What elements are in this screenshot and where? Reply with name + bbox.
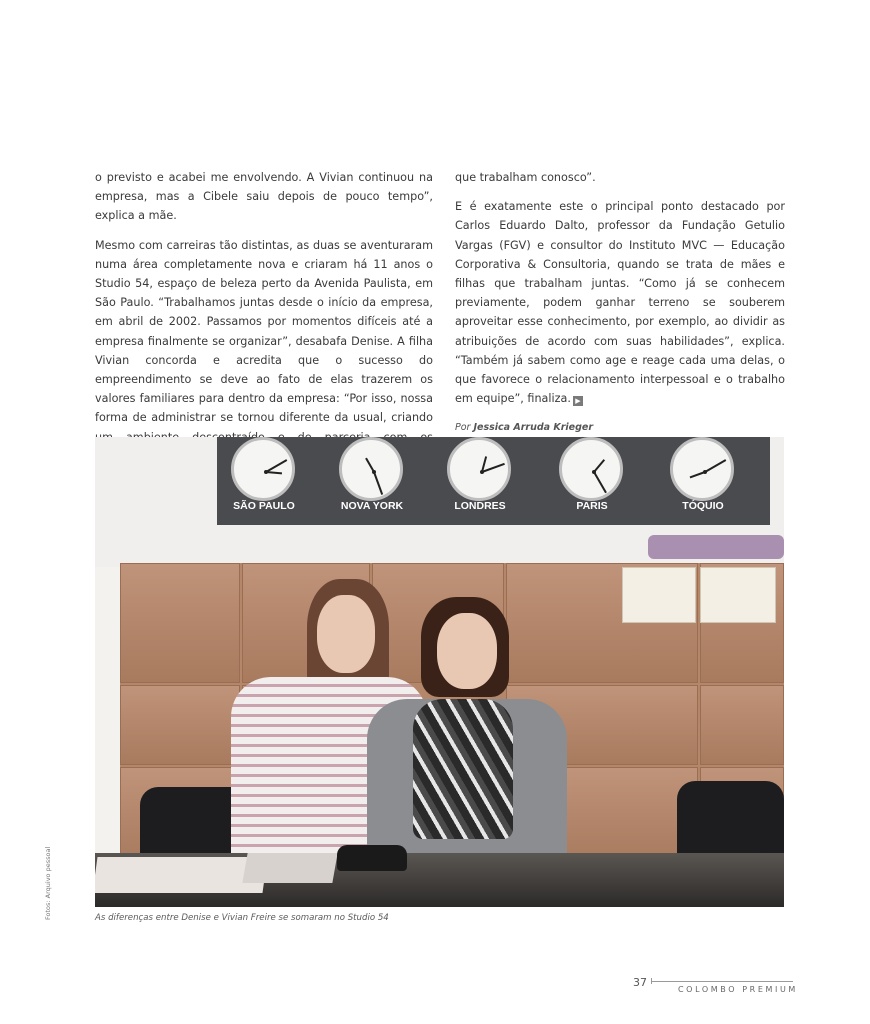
clock-icon [559,437,623,501]
purple-bag [648,535,784,559]
end-of-article-icon: ▶ [573,396,583,406]
page-number: 37 [633,976,647,989]
article-paragraph-text: E é exatamente este o principal ponto destacado por Carlos Eduardo Dalto, professor da Fundação Getulio Vargas (FGV) e consultor do Instituto MVC — Educação Corporativa & Consultoria, quando se trata de mães e filhas que trabalham juntas. “Como já se conhecem previamente, podem ganhar terreno se souberem aproveitar esse conhecimento, por exemplo, ao dividir as atribuições de acordo com suas habilidades”, explica. “Também já sabem como age e reage cada uma delas, o que favorece o relacionamento interpessoal e o trabalho em equipe”, finaliza. [455,200,785,406]
article-paragraph [455,197,785,408]
world-clocks-board [217,437,770,525]
byline [455,418,785,437]
clock-icon [447,437,511,501]
clock-icon [339,437,403,501]
article-right-column [455,168,785,448]
clock-city-label: NOVA YORK [340,500,404,512]
article-photo [95,437,784,907]
article-paragraph: o previsto e acabei me envolvendo. A Vivian continuou na empresa, mas a Cibele saiu depois de pouco tempo”, explica a mãe. [95,171,433,223]
wall-notice [622,567,696,623]
article-paragraph: Mesmo com carreiras tão distintas, as duas se aventuraram numa área completamente nova e criaram há 11 anos o Studio 54, espaço de beleza perto da Avenida Paulista, em São Paulo. “Trabalhamos juntas desde o início da empresa, em abril de 2002. Passamos por momentos difíceis até a empresa finalmente se organizar”, desabafa Denise. A filha Vivian concorda e acredita que o sucesso do empreendimento se deve ao fato de elas trazerem os valores familiares para dentro da empresa: “Por isso, nossa forma de administrar se tornou diferente da usual, criando [95,238,433,425]
clock-city-label: LONDRES [454,500,506,512]
byline-prefix: Por [455,422,471,434]
magazine-name: COLOMBO PREMIUM [678,985,798,994]
desk-papers [242,853,337,883]
clock-icon [670,437,734,501]
desk-phone [337,845,407,871]
clock-city-label: SÃO PAULO [233,500,295,512]
clock-icon [231,437,295,501]
article-left-column [95,168,433,476]
photo-credit: Fotos: Arquivo pessoal [44,846,52,920]
byline-author: Jessica Arruda Krieger [473,422,594,434]
wall-notice [700,567,776,623]
office-chair [677,781,784,861]
clock-city-label: PARIS [576,500,608,512]
desk-papers [95,857,268,893]
article-paragraph: que trabalham conosco”. [455,171,596,184]
footer-rule [651,981,793,982]
clock-city-label: TÓQUIO [682,500,724,512]
photo-caption: As diferenças entre Denise e Vivian Freire se somaram no Studio 54 [95,913,389,923]
